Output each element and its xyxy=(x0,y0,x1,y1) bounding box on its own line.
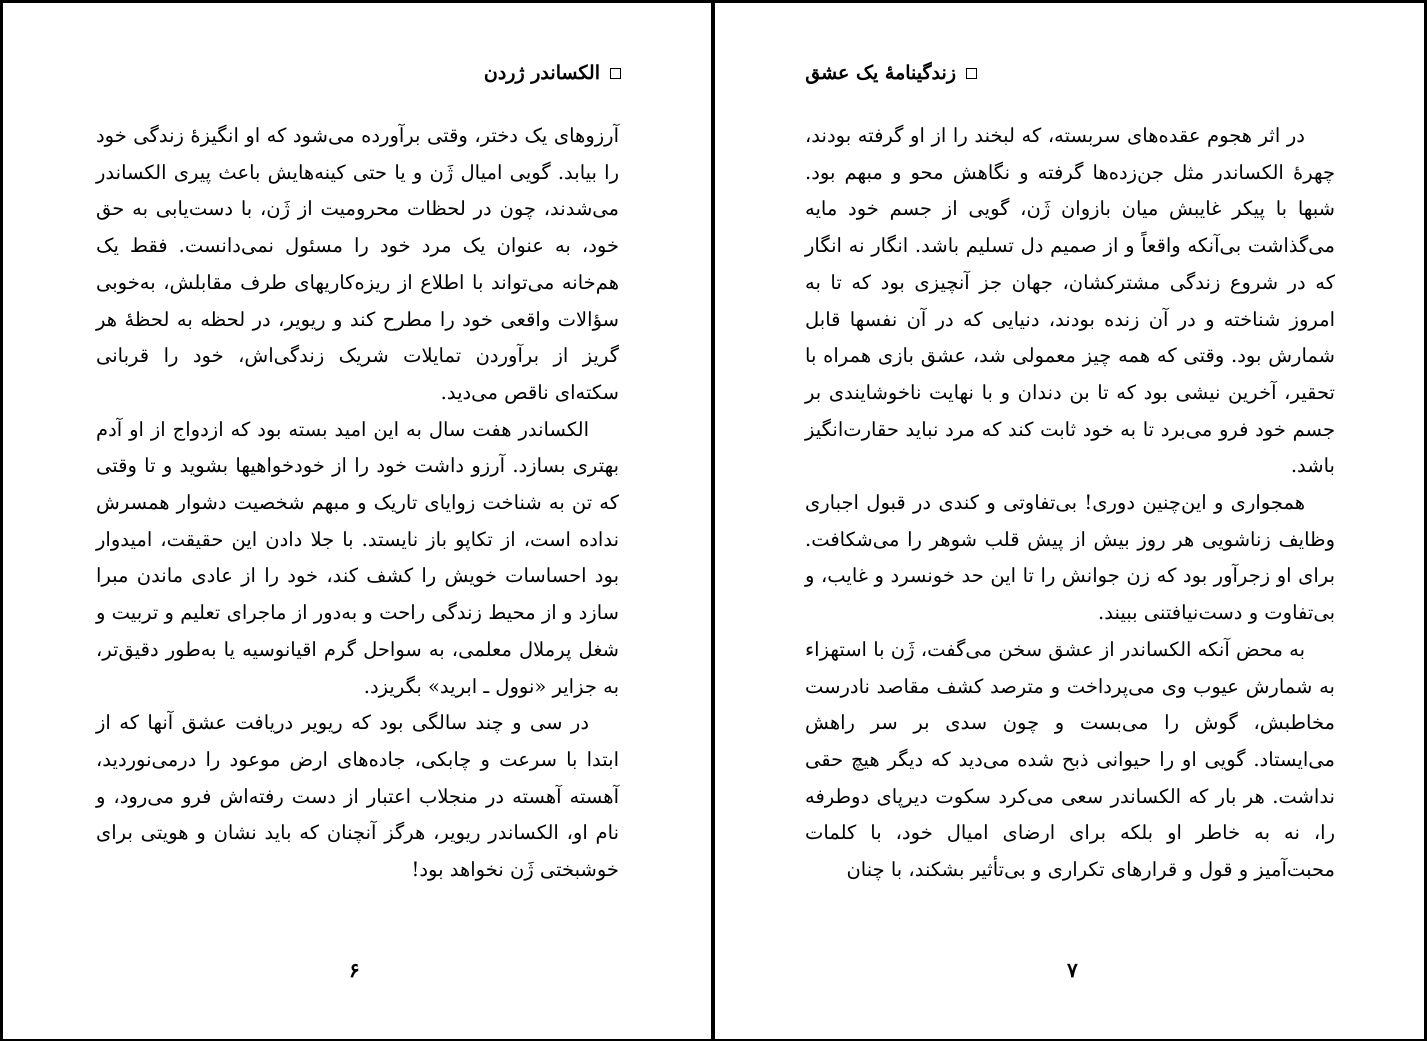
paragraph: در سی و چند سالگی بود که ریویر دریافت عشق آنها که از ابتدا با سرعت و چابکی، جاده‌های ارض موعود را درمی‌نوردید، آهسته آهسته در منجلاب اعتبار از دست رفته‌اش فرو می‌رود، و نام او، الکساندر ریویر، هرگز آنچنان که باید نشان و هویتی برای خوشبختی ژَن نخواهد بود! xyxy=(96,711,619,882)
paragraph: الکساندر هفت سال به این امید بسته بود که ازدواج از او آدم بهتری بسازد. آرزو داشت خود را از خودخواهیها بشوید و تا وقتی که تن به شناخت زوایای تاریک و مبهم شخصیت دشوار همسرش نداده است، از تکاپو باز نایستد. با جلا دادن این حقیقت، امیدوار بود احساسات خویش را کشف کند، خود را از عادی ماندن مبرا سازد و از محیط زندگی راحت و به‌دور از ماجرای تعلیم و تربیت و شغل پرملال معلمی، به سواحل گرم اقیانوسیه یا به‌طور دقیق‌تر، به جزایر «نوول ـ ابرید» بگریزد. xyxy=(96,417,619,698)
running-header xyxy=(484,62,621,84)
paragraph: به محض آنکه الکساندر از عشق سخن می‌گفت، ژَن با استهزاء به شمارش عیوب وی می‌پرداخت و مترصد کشف مقاصد نادرست مخاطبش، گوش را می‌بست و چون سدی بر سر راهش می‌ایستاد. گویی او را حیوانی ذبح شده می‌دید که دیگر هیچ حقی نداشت. هر بار که الکساندر سعی می‌کرد سکوت دیرپای دوطرفه را، نه به خاطر او بلکه برای ارضای امیال خود، با کلمات محبت‌آمیز و قول و قرارهای تکراری و بی‌تأثیر بشکند، با چنان xyxy=(805,637,1335,882)
paragraph: همجواری و این‌چنین دوری! بی‌تفاوتی و کندی در قبول اجباری وظایف زناشویی هر روز بیش از پیش قلب شوهر را می‌شکافت. برای او زجرآور بود که زن جوانش را تا این حد خونسرد و غایب، و بی‌تفاوت و دست‌نیافتنی ببیند. xyxy=(805,491,1335,625)
square-bullet-icon xyxy=(610,68,621,79)
right-page xyxy=(715,0,1424,1041)
paragraph: آرزوهای یک دختر، وقتی برآورده می‌شود که او انگیزهٔ زندگی خود را بیابد. گویی امیال ژَن و یا حتی کینه‌هایش باعث پیری الکساندر می‌شدند، چون در لحظات محرومیت از ژَن، با دست‌یابی به حق خود، به عنوان یک مرد خود را مسئول نمی‌دانست. فقط یک هم‌خانه می‌تواند با اطلاع از ریزه‌کاریهای طرف مقابلش، به‌خوبی سؤالات واقعی خود را مطرح کند و ریویر، در لحظه به لحظهٔ هر گریز از برآوردن تمایلات شریک زندگی‌اش، خود را قربانی سکته‌ای ناقص می‌دید. xyxy=(96,124,619,404)
running-header-title: زندگینامهٔ یک عشق xyxy=(805,62,956,84)
paragraph: در اثر هجوم عقده‌های سربسته، که لبخند را از او گرفته بودند، چهرهٔ الکساندر مثل جن‌زده‌ها گرفته و نگاهش محو و مبهم بود. شبها با پیکر غایبش میان بازوان ژَن، گویی از جسم خود مایه می‌گذاشت بی‌آنکه واقعاً و از صمیم دل تسلیم باشد. انگار نه انگار که در شروع زندگی مشترکشان، جهان جز آنچیزی بود که تا به امروز شناخته و در آن زنده بودند، دنیایی که در آن نفسها قابل شمارش بود. وقتی که همه چیز معمولی شد، عشق بازی همراه با تحقیر، آخرین نیشی بود که تا بن دندان و با نهایت ناخوشایندی بر جسم خود فرو می‌برد تا به خود ثابت کند که مرد نباید حقارت‌انگیز باشد. xyxy=(805,124,1335,478)
page-body-text xyxy=(805,118,1335,889)
running-header xyxy=(805,62,977,84)
square-bullet-icon xyxy=(966,68,977,79)
left-page xyxy=(3,0,711,1041)
page-body-text xyxy=(96,118,619,889)
running-header-title: الکساندر ژردن xyxy=(483,62,600,84)
page-number: ۷ xyxy=(1067,958,1078,982)
page-number: ۶ xyxy=(349,958,360,982)
